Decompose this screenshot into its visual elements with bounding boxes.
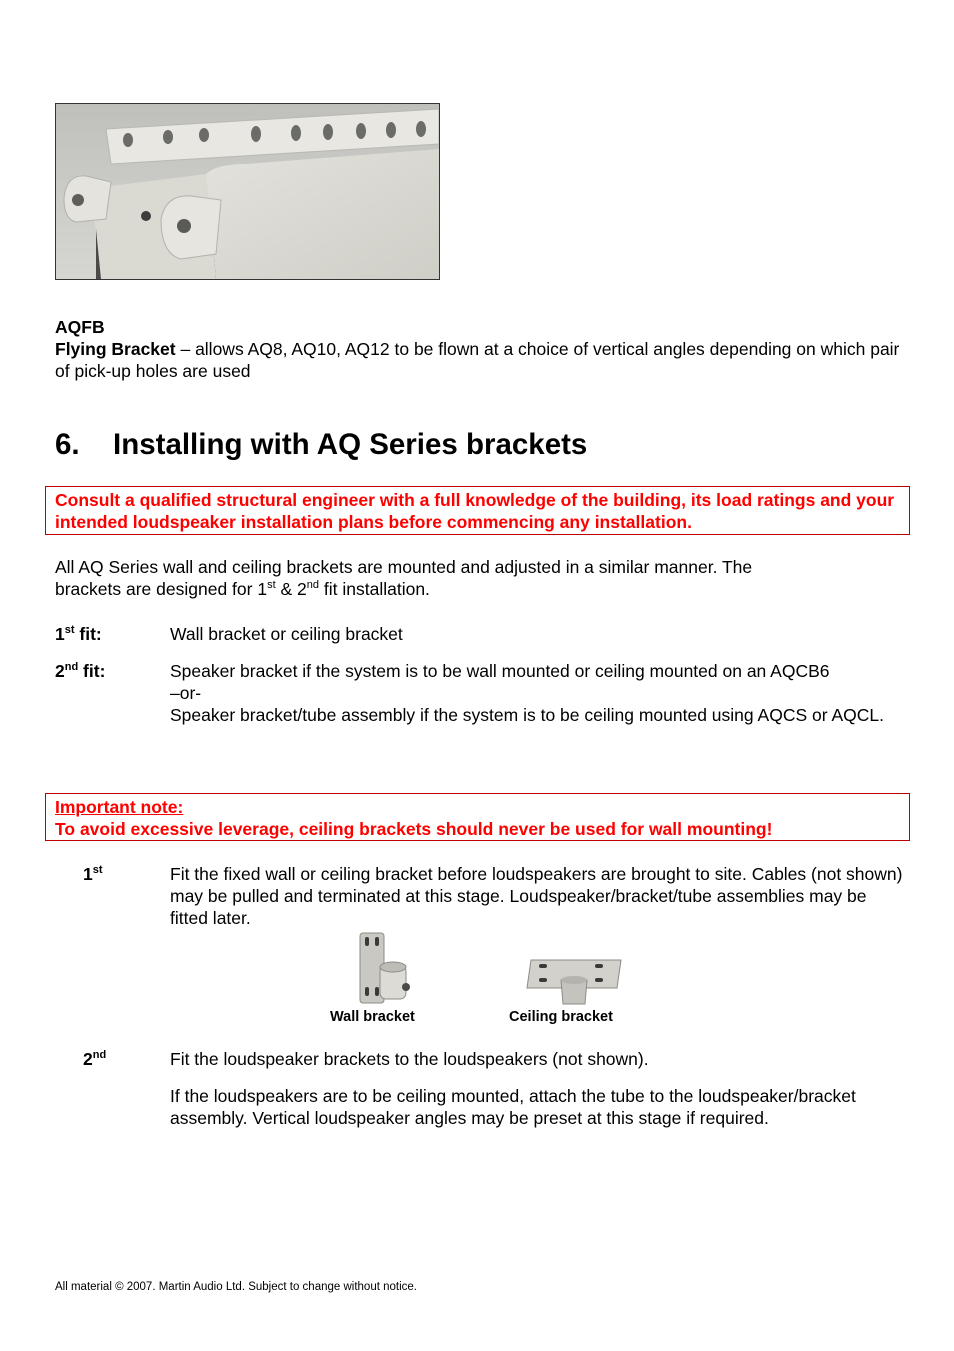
step-2-text-2: If the loudspeakers are to be ceiling mounted, attach the tube to the loudspeaker/bracket assembly. Vertical loudspeaker angles may be preset at this stage if required. — [170, 1086, 856, 1128]
important-note-box — [45, 793, 910, 841]
warning-box — [45, 486, 910, 535]
section-title: Installing with AQ Series brackets — [113, 428, 588, 461]
step-2-text-1: Fit the loudspeaker brackets to the loudspeakers (not shown). — [170, 1049, 649, 1069]
important-note-text: To avoid excessive leverage, ceiling brackets should never be used for wall mounting! — [55, 819, 773, 839]
step-1-label: 1st — [83, 864, 103, 884]
important-note-title: Important note: — [55, 797, 184, 817]
ceiling-bracket-caption: Ceiling bracket — [509, 1009, 613, 1025]
fit-2-label: 2nd fit: — [55, 661, 106, 681]
product-name: Flying Bracket — [55, 339, 176, 359]
product-description-paragraph — [55, 338, 915, 382]
fit-2-text: Speaker bracket if the system is to be wall mounted or ceiling mounted on an AQCB6 –or- Speaker bracket/tube assembly if the system is to be ceiling mounted using AQCS or AQCL. — [170, 661, 884, 725]
intro-line-2: brackets are designed for 1st & 2nd fit installation. — [55, 579, 430, 599]
section-heading — [55, 425, 587, 465]
intro-paragraph — [55, 556, 915, 600]
product-description: – allows AQ8, AQ10, AQ12 to be flown at a choice of vertical angles depending on which pair of pick-up holes are used — [55, 339, 900, 381]
wall-bracket-image — [356, 931, 412, 1005]
step-2-label: 2nd — [83, 1049, 107, 1069]
step-1-text: Fit the fixed wall or ceiling bracket before loudspeakers are brought to site. Cables (not shown) may be pulled and terminated at this stage. Loudspeaker/bracket/tube assemblies may be fitted later. — [170, 864, 903, 928]
section-number: 6. — [55, 428, 80, 461]
footer-copyright: All material © 2007. Martin Audio Ltd. Subject to change without notice. — [55, 1281, 417, 1293]
ceiling-bracket-image — [525, 958, 623, 1006]
flying-bracket-image — [56, 104, 439, 279]
wall-bracket-caption: Wall bracket — [330, 1009, 415, 1025]
product-code: AQFB — [55, 317, 105, 337]
intro-line-1: All AQ Series wall and ceiling brackets are mounted and adjusted in a similar manner. The — [55, 557, 753, 577]
flying-bracket-photo — [55, 103, 440, 280]
fit-1-text: Wall bracket or ceiling bracket — [170, 624, 403, 644]
fit-1-label: 1st fit: — [55, 624, 102, 644]
warning-text: Consult a qualified structural engineer with a full knowledge of the building, its load ratings and your intended loudspeaker installation plans before commencing any installation. — [55, 490, 895, 532]
